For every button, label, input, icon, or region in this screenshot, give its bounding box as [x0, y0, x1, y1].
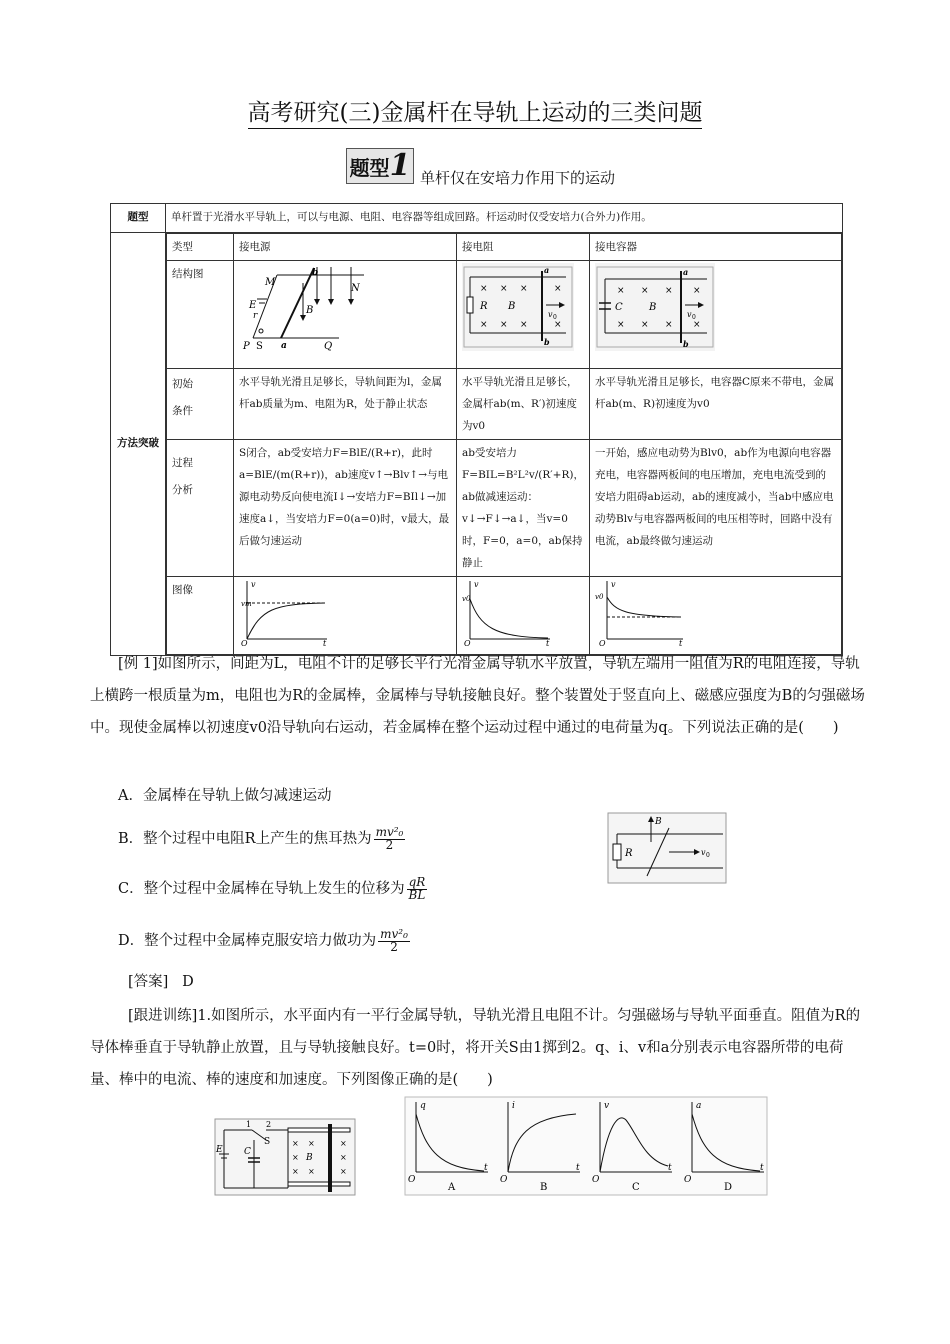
svg-text:v: v	[701, 848, 706, 857]
graph-a-label: A	[448, 1182, 456, 1193]
option-d: D．整个过程中金属棒克服安培力做功为 $\frac{\text{mv²₀}}{2}$	[118, 927, 408, 954]
graph-d-ylabel: a	[696, 1101, 702, 1111]
svg-text:v0: v0	[595, 592, 604, 601]
svg-text:E: E	[216, 1145, 223, 1155]
col-header-capacitor: 接电容器	[590, 233, 842, 260]
svg-text:O: O	[684, 1175, 692, 1185]
svg-text:S: S	[264, 1137, 271, 1147]
col-header-type: 类型	[167, 233, 234, 260]
graph-a-ylabel: q	[420, 1101, 426, 1111]
svg-text:1: 1	[246, 1120, 252, 1129]
svg-text:×: ×	[340, 1153, 347, 1162]
svg-text:t: t	[760, 1163, 764, 1173]
follow-graphs	[404, 1096, 768, 1196]
row-header-type: 题型	[111, 204, 166, 233]
svg-text:×: ×	[617, 285, 625, 296]
svg-text:M: M	[265, 276, 276, 288]
row-label-graph: 图像	[167, 576, 234, 654]
svg-text:v: v	[474, 579, 479, 589]
svg-text:×: ×	[308, 1139, 315, 1148]
graph-resistor	[457, 576, 590, 654]
svg-text:×: ×	[292, 1139, 299, 1148]
svg-text:t: t	[668, 1163, 672, 1173]
svg-text:a: a	[683, 266, 689, 277]
svg-text:×: ×	[308, 1167, 315, 1176]
svg-text:O: O	[500, 1175, 508, 1185]
svg-text:S: S	[256, 340, 263, 351]
svg-text:t: t	[679, 638, 683, 647]
svg-text:v: v	[687, 309, 692, 319]
answer	[128, 970, 194, 991]
diagram-capacitor	[590, 260, 842, 368]
svg-text:0: 0	[553, 313, 557, 321]
graph-c-label: C	[632, 1182, 640, 1193]
svg-text:B: B	[306, 1153, 313, 1163]
section-subtitle: 单杆仅在安培力作用下的运动	[420, 169, 616, 187]
col-header-source: 接电源	[234, 233, 457, 260]
svg-text:r: r	[253, 310, 258, 321]
method-table	[110, 203, 843, 656]
svg-text:R: R	[480, 300, 488, 312]
follow-label: [跟进训练]	[128, 1008, 198, 1024]
svg-text:×: ×	[292, 1167, 299, 1176]
svg-text:×: ×	[292, 1153, 299, 1162]
row-label-structure: 结构图	[167, 260, 234, 368]
svg-text:t: t	[484, 1163, 488, 1173]
option-b: B．整个过程中电阻R上产生的焦耳热为 $\frac{\text{mv²₀}}{2}$	[118, 825, 404, 852]
graph-b-label: B	[540, 1182, 548, 1193]
graph-b-ylabel: i	[512, 1101, 515, 1111]
svg-text:B: B	[508, 300, 516, 312]
graph-source	[234, 576, 457, 654]
svg-text:×: ×	[500, 319, 508, 330]
example-label: [例 1]	[118, 656, 158, 672]
svg-text:×: ×	[554, 319, 562, 330]
follow-text: 1.如图所示，水平面内有一平行金属导轨，导轨光滑且电阻不计。匀强磁场与导轨平面垂直。阻值为R的导体棒垂直于导轨静止放置，且与导轨接触良好。t=0时，将开关S由1掷到2。q、i、v和a分别表示电容器所带的电荷量、棒中的电流、棒的速度和加速度。下列图像正确的是( )	[90, 1008, 861, 1088]
svg-text:×: ×	[480, 283, 488, 294]
svg-text:×: ×	[520, 283, 528, 294]
svg-text:b: b	[683, 338, 689, 349]
svg-text:P: P	[243, 340, 250, 351]
example-text: 如图所示，间距为L，电阻不计的足够长平行光滑金属导轨水平放置，导轨左端用一阻值为R的电阻连接，导轨上横跨一根质量为m，电阻也为R的金属棒，金属棒与导轨接触良好。整个装置处于竖直向上、磁感应强度为B的匀强磁场中。现使金属棒以初速度v0沿导轨向右运动，若金属棒在整个运动过程中通过的电荷量为q。下列说法正确的是( )	[90, 656, 865, 736]
answer-value: D	[182, 974, 194, 990]
svg-text:v: v	[251, 579, 256, 589]
svg-text:×: ×	[340, 1167, 347, 1176]
row-label-initial: 初始 条件	[167, 368, 234, 439]
svg-text:×: ×	[617, 319, 625, 330]
svg-text:Q: Q	[324, 340, 333, 351]
svg-text:O: O	[464, 638, 471, 647]
svg-text:E: E	[249, 299, 257, 311]
svg-text:t: t	[576, 1163, 580, 1173]
svg-text:C: C	[615, 301, 623, 313]
svg-text:×: ×	[693, 319, 701, 330]
inner-table	[166, 233, 842, 655]
svg-text:C: C	[244, 1147, 251, 1157]
answer-label: [答案]	[128, 974, 169, 990]
svg-text:t: t	[323, 638, 327, 647]
svg-text:R: R	[625, 848, 633, 859]
svg-text:B: B	[655, 817, 662, 827]
graph-capacitor	[590, 576, 842, 654]
option-a: A．金属棒在导轨上做匀减速运动	[118, 788, 332, 804]
col-header-resistor: 接电阻	[457, 233, 590, 260]
initial-source: 水平导轨光滑且足够长，导轨间距为l，金属杆ab质量为m、电阻为R，处于静止状态	[234, 368, 457, 439]
follow-circuit-figure	[214, 1118, 356, 1196]
svg-text:O: O	[592, 1175, 600, 1185]
row-header-method: 方法突破	[111, 232, 166, 655]
section-tag: 题型1	[346, 148, 414, 184]
option-c: C．整个过程中金属棒在导轨上发生的位移为 $\frac{qR}{BL}$	[118, 875, 426, 902]
example-question	[90, 648, 868, 744]
svg-text:b: b	[544, 336, 550, 347]
svg-text:O: O	[241, 638, 248, 647]
svg-text:×: ×	[554, 283, 562, 294]
diagram-source	[234, 260, 457, 368]
svg-text:×: ×	[520, 319, 528, 330]
svg-text:b: b	[312, 267, 319, 278]
svg-text:a: a	[544, 264, 550, 275]
svg-text:×: ×	[500, 283, 508, 294]
svg-text:t: t	[546, 638, 550, 647]
svg-text:B: B	[306, 304, 314, 316]
initial-resistor: 水平导轨光滑且足够长，金属杆ab(m、R′)初速度为v0	[457, 368, 590, 439]
svg-text:×: ×	[665, 319, 673, 330]
svg-text:0: 0	[706, 852, 710, 859]
svg-text:×: ×	[340, 1139, 347, 1148]
svg-text:×: ×	[641, 319, 649, 330]
initial-capacitor: 水平导轨光滑且足够长，电容器C原来不带电，金属杆ab(m、R)初速度为v0	[590, 368, 842, 439]
svg-text:v: v	[548, 309, 553, 319]
process-source: S闭合，ab受安培力F=BlE/(R+r)，此时a=BlE/(m(R+r))，ab速度v↑→Blv↑→与电源电动势反向使电流I↓→安培力F=BIl↓→加速度a↓，当安培力F=0(a=0)时，v最大，最后做匀速运动	[234, 439, 457, 576]
svg-text:N: N	[351, 282, 360, 294]
process-resistor: ab受安培力F=BIL=B²L²v/(R′+R)，ab做减速运动：v↓→F↓→a↓，当v=0时，F=0，a=0，ab保持静止	[457, 439, 590, 576]
graph-d-label: D	[724, 1182, 733, 1193]
svg-text:a: a	[281, 340, 287, 351]
svg-text:v0: v0	[462, 594, 471, 603]
page-title: 高考研究(三)金属杆在导轨上运动的三类问题	[0, 94, 950, 127]
graph-c-ylabel: v	[604, 1101, 610, 1111]
svg-text:×: ×	[480, 319, 488, 330]
svg-text:×: ×	[693, 285, 701, 296]
row-label-process: 过程 分析	[167, 439, 234, 576]
follow-question	[90, 1000, 868, 1096]
svg-text:B: B	[649, 301, 657, 313]
process-capacitor: 一开始，感应电动势为Blv0，ab作为电源向电容器充电，电容器两板间的电压增加，充电电流受到的安培力阻碍ab运动，ab的速度减小，当ab中感应电动势Blv与电容器两板间的电压相等时，回路中没有电流，ab最终做匀速运动	[590, 439, 842, 576]
svg-text:O: O	[599, 638, 606, 647]
svg-text:O: O	[408, 1175, 416, 1185]
svg-text:2: 2	[266, 1120, 272, 1129]
example-figure	[607, 812, 727, 884]
svg-text:0: 0	[692, 313, 696, 321]
diagram-resistor	[457, 260, 590, 368]
svg-text:v: v	[611, 579, 616, 589]
svg-text:×: ×	[641, 285, 649, 296]
svg-text:×: ×	[665, 285, 673, 296]
svg-text:vm: vm	[241, 599, 252, 608]
type-description: 单杆置于光滑水平导轨上，可以与电源、电阻、电容器等组成回路。杆运动时仅受安培力(合外力)作用。	[166, 204, 843, 233]
